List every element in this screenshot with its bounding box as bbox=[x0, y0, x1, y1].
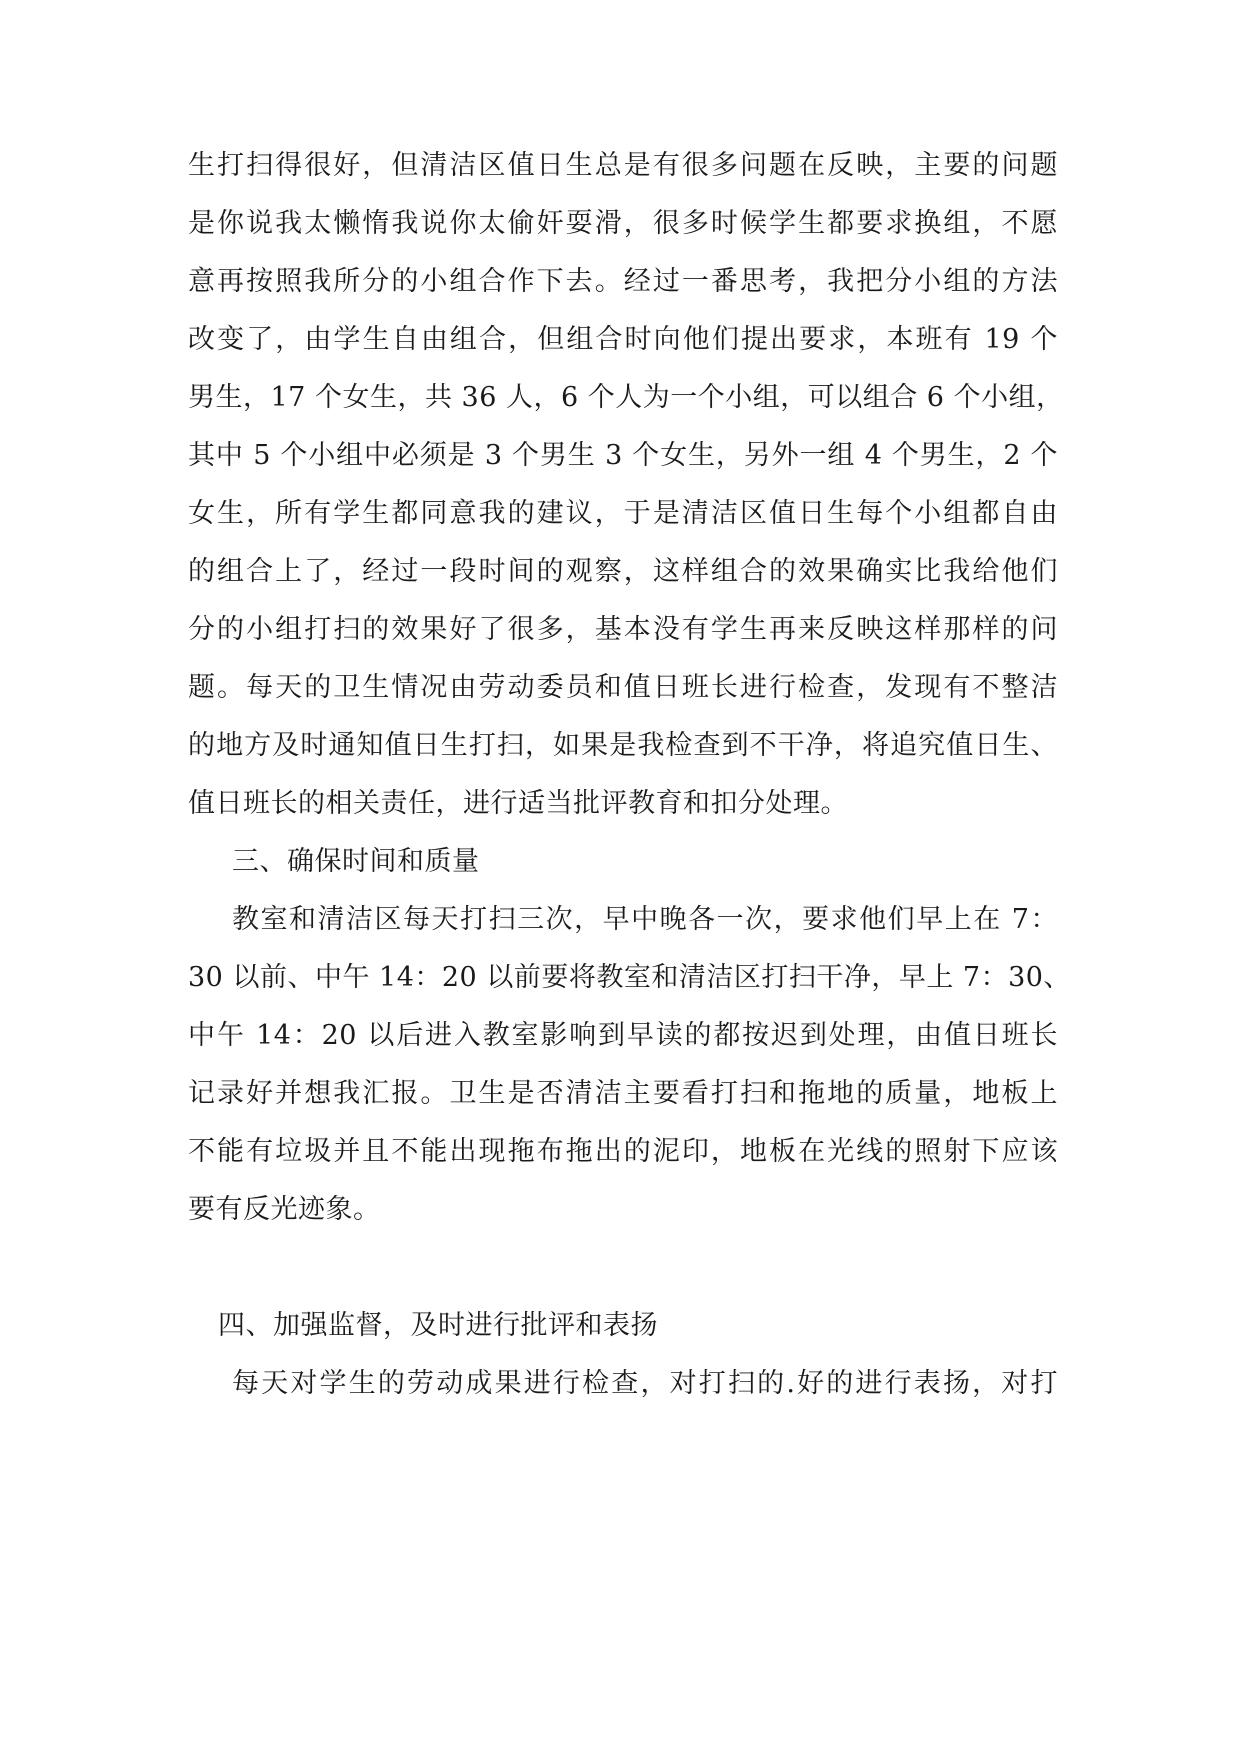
paragraph-line: 的组合上了，经过一段时间的观察，这样组合的效果确实比我给他们 bbox=[188, 556, 1058, 587]
paragraph-line: 题。每天的卫生情况由劳动委员和值日班长进行检查，发现有不整洁 bbox=[188, 672, 1058, 703]
paragraph-line: 生打扫得很好，但清洁区值日生总是有很多问题在反映，主要的问题 bbox=[188, 150, 1058, 181]
paragraph-line: 教室和清洁区每天打扫三次，早中晚各一次，要求他们早上在 7： bbox=[232, 904, 1058, 935]
paragraph-line: 男生，17 个女生，共 36 人，6 个人为一个小组，可以组合 6 个小组， bbox=[188, 382, 1064, 413]
section-heading: 三、确保时间和质量 bbox=[232, 846, 480, 877]
section-heading: 四、加强监督，及时进行批评和表扬 bbox=[218, 1310, 658, 1341]
paragraph-line: 中午 14：20 以后进入教室影响到早读的都按迟到处理，由值日班长 bbox=[188, 1020, 1058, 1051]
paragraph-line: 其中 5 个小组中必须是 3 个男生 3 个女生，另外一组 4 个男生，2 个 bbox=[188, 440, 1058, 471]
paragraph-line: 分的小组打扫的效果好了很多，基本没有学生再来反映这样那样的问 bbox=[188, 614, 1058, 645]
paragraph-line: 记录好并想我汇报。卫生是否清洁主要看打扫和拖地的质量，地板上 bbox=[188, 1078, 1058, 1109]
paragraph-line: 30 以前、中午 14：20 以前要将教室和清洁区打扫干净，早上 7：30、 bbox=[188, 962, 1071, 993]
paragraph-line: 不能有垃圾并且不能出现拖布拖出的泥印，地板在光线的照射下应该 bbox=[188, 1136, 1058, 1167]
paragraph-line: 每天对学生的劳动成果进行检查，对打扫的.好的进行表扬，对打 bbox=[232, 1368, 1058, 1399]
paragraph-line: 是你说我太懒惰我说你太偷奸耍滑，很多时候学生都要求换组，不愿 bbox=[188, 208, 1058, 239]
paragraph-line: 女生，所有学生都同意我的建议，于是清洁区值日生每个小组都自由 bbox=[188, 498, 1058, 529]
paragraph-line: 要有反光迹象。 bbox=[188, 1194, 381, 1225]
paragraph-line: 意再按照我所分的小组合作下去。经过一番思考，我把分小组的方法 bbox=[188, 266, 1058, 297]
paragraph-line: 改变了，由学生自由组合，但组合时向他们提出要求，本班有 19 个 bbox=[188, 324, 1058, 355]
paragraph-line: 值日班长的相关责任，进行适当批评教育和扣分处理。 bbox=[188, 788, 848, 819]
paragraph-line: 的地方及时通知值日生打扫，如果是我检查到不干净，将追究值日生、 bbox=[188, 730, 1058, 761]
